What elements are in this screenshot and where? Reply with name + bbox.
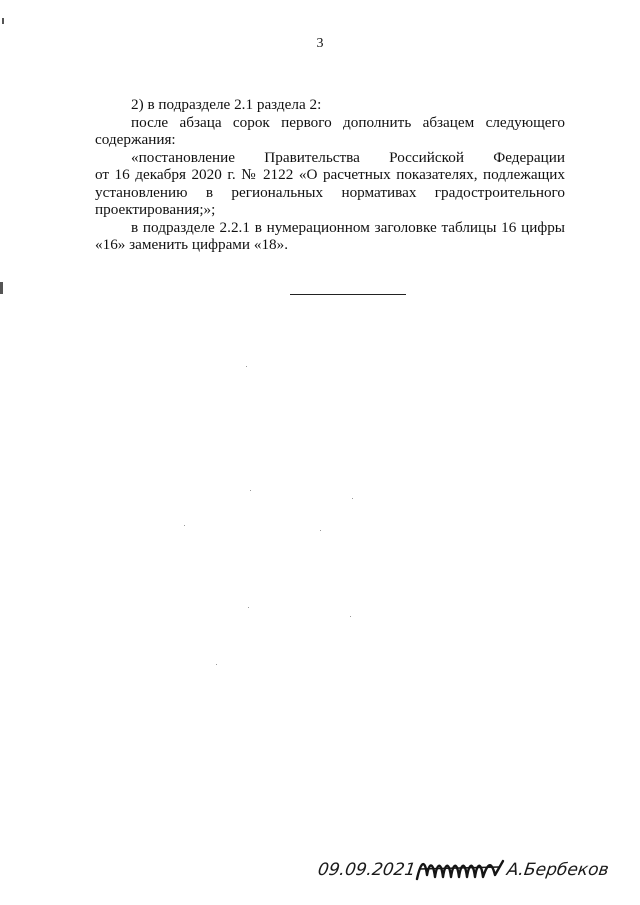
scan-speck — [250, 490, 251, 491]
page-number: 3 — [316, 36, 324, 51]
handwritten-signature-block — [318, 855, 609, 885]
paragraph-amendment-item: 2) в подразделе 2.1 раздела 2: — [131, 96, 322, 113]
document-body — [95, 96, 565, 254]
scan-speck — [350, 616, 351, 617]
paragraph-add-clause: после абзаца сорок первого дополнить абзацем следующего содержания: — [95, 113, 565, 148]
scan-speck — [184, 525, 185, 526]
scan-speck — [320, 530, 321, 531]
signature-date: 09.09.2021 — [316, 860, 417, 880]
scan-speck — [216, 664, 217, 665]
scan-speck — [246, 366, 247, 367]
scan-speck — [248, 607, 249, 608]
paragraph-table-number-change: в подразделе 2.2.1 в нумерационном заголовке таблицы 16 цифры «16» заменить цифрами «18». — [95, 218, 565, 253]
scan-speck — [352, 498, 353, 499]
margin-tick-top — [2, 18, 4, 24]
margin-tick-middle — [0, 282, 3, 294]
signature-scribble-icon — [415, 855, 507, 885]
signature-name: А.Бербеков — [505, 860, 611, 880]
paragraph-quote-first-line: «постановление Правительства Российской Федерации — [131, 148, 565, 166]
closing-rule — [290, 294, 406, 295]
paragraph-quote-continuation: от 16 декабря 2020 г. № 2122 «О расчетных показателях, подлежащих установлению в региональных нормативах градостроительного проектирования;»; — [95, 166, 565, 218]
